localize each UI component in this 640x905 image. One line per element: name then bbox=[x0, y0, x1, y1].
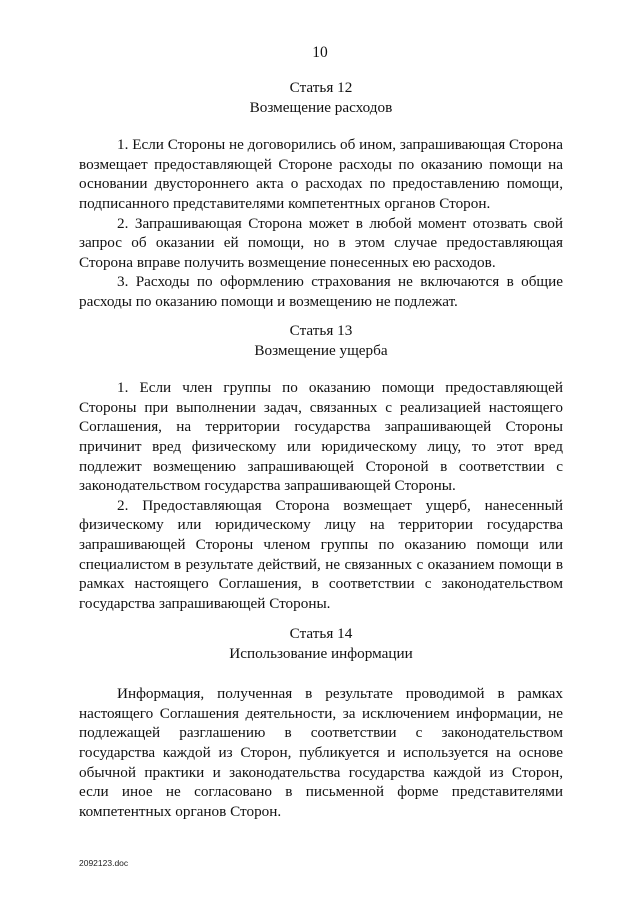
article-number: Статья 14 bbox=[289, 625, 353, 642]
article-body bbox=[79, 135, 563, 311]
article-title: Возмещение ущерба bbox=[254, 341, 388, 359]
paragraph: Информация, полученная в результате проводимой в рамках настоящего Соглашения деятельности, за исключением информации, не подлежащей разглашению в соответствии с законодательством государства каждой из Сторон, публикуется и используется на основе обычной практики и законодательства государства каждой из Сторон, если иное не согласовано в письменной форме представителями компетентных органов Сторон. bbox=[79, 685, 563, 820]
article-12 bbox=[79, 78, 563, 312]
paragraph: 2. Предоставляющая Сторона возмещает ущерб, нанесенный физическому или юридическому лицу на территории государства запрашивающей Стороны членом группы по оказанию помощи или специалистом в результате действий, не связанных с оказанием помощи в рамках настоящего Соглашения, в соответствии с законодательством государства запрашивающей Стороны. bbox=[79, 496, 563, 612]
article-number: Статья 12 bbox=[289, 79, 353, 96]
page-number: 10 bbox=[312, 44, 328, 61]
article-body bbox=[79, 378, 563, 613]
article-13 bbox=[79, 321, 563, 613]
paragraph: 1. Если член группы по оказанию помощи предоставляющей Стороны при выполнении задач, связанных с реализацией настоящего Соглашения, на территории государства запрашивающей Стороны причинит вред физическому или юридическому лицу, то этот вред подлежит возмещению запрашивающей Стороной в соответствии с законодательством государства запрашивающей Стороны. bbox=[79, 379, 563, 495]
article-14 bbox=[79, 624, 563, 821]
file-name-footer: 2092123.doc bbox=[79, 858, 129, 868]
paragraph: 2. Запрашивающая Сторона может в любой момент отозвать свой запрос об оказании ей помощи, но в этом случае предоставляющая Сторона вправе получить возмещение понесенных ею расходов. bbox=[79, 214, 563, 271]
article-number: Статья 13 bbox=[289, 322, 353, 339]
article-title: Возмещение расходов bbox=[249, 98, 393, 116]
paragraph: 3. Расходы по оформлению страхования не включаются в общие расходы по оказанию помощи и возмещению не подлежат. bbox=[79, 273, 563, 310]
paragraph: 1. Если Стороны не договорились об ином, запрашивающая Сторона возмещает предоставляющей Стороне расходы по оказанию помощи на основании двустороннего акта о расходах по предоставлению помощи, подписанного представителями компетентных органов Сторон. bbox=[79, 136, 563, 212]
article-body bbox=[79, 684, 563, 821]
article-title: Использование информации bbox=[229, 644, 413, 662]
